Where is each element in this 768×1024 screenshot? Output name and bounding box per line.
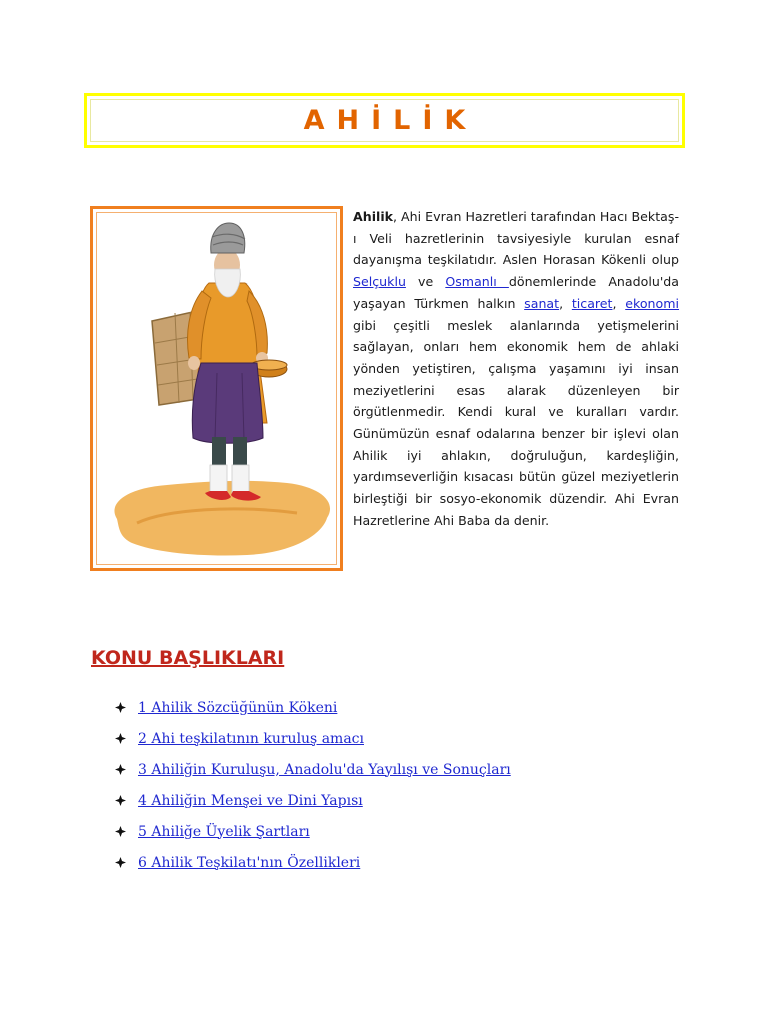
topics-heading: KONU BAŞLIKLARI xyxy=(91,647,285,669)
illustration-frame xyxy=(90,206,343,571)
diamond-bullet-icon xyxy=(115,764,126,775)
link-sanat[interactable]: sanat xyxy=(524,295,560,311)
link-osmanli[interactable]: Osmanlı xyxy=(445,274,509,290)
ahi-illustration xyxy=(96,212,337,565)
topics-list xyxy=(115,692,511,878)
title-inner-border xyxy=(90,99,679,142)
link-selcuklu[interactable]: Selçuklu xyxy=(353,274,406,290)
diamond-bullet-icon xyxy=(115,733,126,744)
diamond-bullet-icon xyxy=(115,857,126,868)
topic-link-2[interactable]: 2 Ahi teşkilatının kuruluş amacı xyxy=(138,730,364,747)
turban xyxy=(211,223,245,253)
intro-text-5: , xyxy=(612,295,626,311)
intro-text-3: dönemlerinde Anadolu'da yaşayan Türkmen halkın xyxy=(353,274,679,311)
link-ticaret[interactable]: ticaret xyxy=(571,295,613,311)
page-title: AHİLİK xyxy=(303,105,478,136)
topic-link-1[interactable]: 1 Ahilik Sözcüğünün Kökeni xyxy=(138,699,338,716)
topic-link-6[interactable]: 6 Ahilik Teşkilatı'nın Özellikleri xyxy=(138,854,361,871)
list-item xyxy=(115,692,511,723)
diamond-bullet-icon xyxy=(115,826,126,837)
purple-robe xyxy=(192,363,263,443)
topic-link-4[interactable]: 4 Ahiliğin Menşei ve Dini Yapısı xyxy=(138,792,363,809)
topic-link-5[interactable]: 5 Ahiliğe Üyelik Şartları xyxy=(138,823,310,840)
diamond-bullet-icon xyxy=(115,702,126,713)
list-item xyxy=(115,723,511,754)
list-item xyxy=(115,785,511,816)
diamond-bullet-icon xyxy=(115,795,126,806)
intro-lead: Ahilik xyxy=(353,209,394,224)
intro-text-2: ve xyxy=(405,274,446,290)
ahi-figure-drawing xyxy=(97,213,336,564)
intro-text-6: gibi çeşitli meslek alanlarında yetişmelerini sağlayan, onları hem ekonomik hem de ahlaki yönden yetiştiren, çalışma yaşamını iyi insan meziyetlerini esas alarak düzenleyen bir örgütlenmedir. Kendi kural ve kuralları vardır. Günümüzün esnaf odalarına benzer bir işlevi olan Ahilik iyi ahlakın, doğruluğun, kardeşliğin, yardımseverliğin kısacası bütün güzel meziyetlerin birleştiği bir sosyo-ekonomik düzendir. Ahi Evran Hazretlerine Ahi Baba da denir. xyxy=(353,317,679,528)
title-box xyxy=(84,93,685,148)
topic-link-3[interactable]: 3 Ahiliğin Kuruluşu, Anadolu'da Yayılışı ve Sonuçları xyxy=(138,761,511,778)
link-ekonomi[interactable]: ekonomi xyxy=(625,295,679,311)
list-item xyxy=(115,847,511,878)
list-item xyxy=(115,754,511,785)
intro-text-4: , xyxy=(559,295,572,311)
intro-paragraph xyxy=(353,206,679,532)
intro-text-1: , Ahi Evran Hazretleri tarafından Hacı Bektaş-ı Veli hazretlerinin tavsiyesiyle kurulan esnaf dayanışma teşkilatıdır. Aslen Horasan Kökenli olup xyxy=(353,209,679,268)
list-item xyxy=(115,816,511,847)
